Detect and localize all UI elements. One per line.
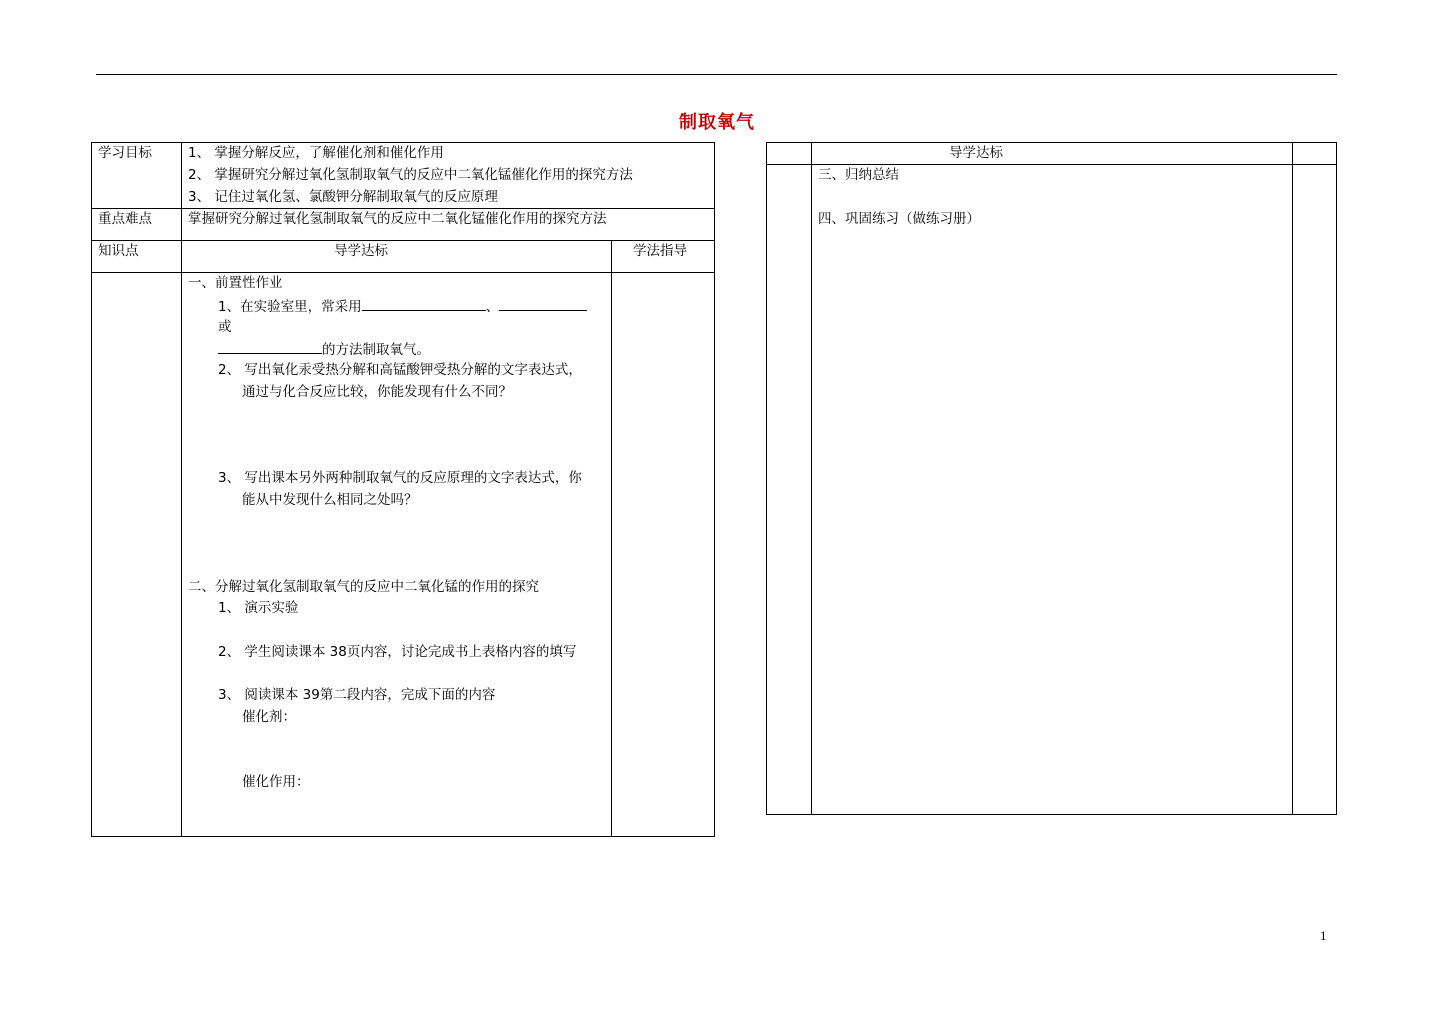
section-2-title: 二、分解过氧化氢制取氧气的反应中二氧化锰的作用的探究 xyxy=(188,579,539,595)
catalysis-label: 催化作用： xyxy=(242,774,310,790)
page-title: 制取氧气 xyxy=(679,112,755,133)
section-2-item-2: 2、 学生阅读课本 38页内容，讨论完成书上表格内容的填写 xyxy=(218,644,577,660)
section-2-item-1: 1、 演示实验 xyxy=(218,600,299,616)
goal-item-2: 2、 掌握研究分解过氧化氢制取氧气的反应中二氧化锰催化作用的探究方法 xyxy=(188,167,633,183)
header-rule xyxy=(96,74,1337,75)
section-2-item-3: 3、 阅读课本 39第二段内容，完成下面的内容 xyxy=(218,687,496,703)
col-header-knowledge: 知识点 xyxy=(98,243,139,259)
key-points-text: 掌握研究分解过氧化氢制取氧气的反应中二氧化锰催化作用的探究方法 xyxy=(188,211,607,227)
goals-label: 学习目标 xyxy=(98,145,152,161)
fill-blank-1[interactable] xyxy=(362,296,486,311)
question-1-separator: 、 xyxy=(485,299,500,315)
question-1-suffix: 的方法制取氧气。 xyxy=(322,342,430,358)
fill-blank-2[interactable] xyxy=(499,296,587,311)
right-col-header-guide: 导学达标 xyxy=(949,145,1003,161)
goal-item-3: 3、 记住过氧化氢、氯酸钾分解制取氧气的反应原理 xyxy=(188,189,498,205)
question-2-line-1: 2、 写出氧化汞受热分解和高锰酸钾受热分解的文字表达式， xyxy=(218,362,582,378)
question-1-or: 或 xyxy=(218,319,232,335)
right-item-4: 四、巩固练习（做练习册） xyxy=(818,211,980,227)
question-1-line-3 xyxy=(218,339,430,359)
goal-item-1: 1、 掌握分解反应，了解催化剂和催化作用 xyxy=(188,145,444,161)
page-number: 1 xyxy=(1320,928,1327,943)
section-1-title: 一、前置性作业 xyxy=(188,275,283,291)
right-item-3: 三、归纳总结 xyxy=(818,167,899,183)
question-2-line-2: 通过与化合反应比较，你能发现有什么不同？ xyxy=(242,384,512,400)
col-header-method: 学法指导 xyxy=(633,243,687,259)
question-1-prefix: 1、在实验室里，常采用 xyxy=(218,299,362,315)
catalyst-label: 催化剂： xyxy=(242,709,296,725)
question-3-line-2: 能从中发现什么相同之处吗？ xyxy=(242,492,418,508)
fill-blank-3[interactable] xyxy=(218,339,322,354)
question-3-line-1: 3、 写出课本另外两种制取氧气的反应原理的文字表达式，你 xyxy=(218,470,582,486)
key-points-label: 重点难点 xyxy=(98,211,152,227)
question-1-line-1 xyxy=(218,296,587,316)
col-header-guide: 导学达标 xyxy=(334,243,388,259)
